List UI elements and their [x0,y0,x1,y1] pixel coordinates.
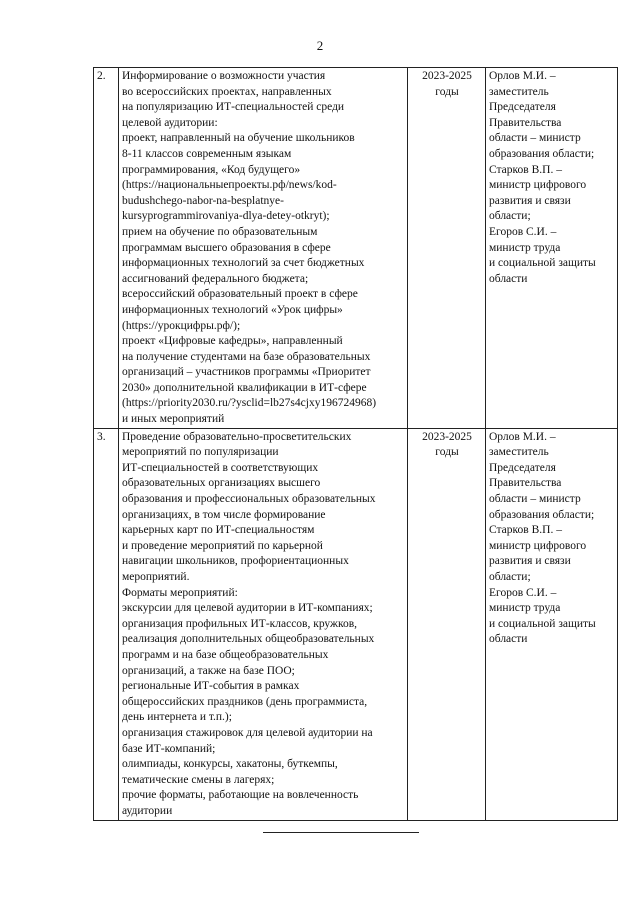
activity-description-line: тематические смены в лагерях; [122,773,275,786]
activity-description-line: навигации школьников, профориентационных [122,555,349,568]
activity-responsible-line: министр цифрового [489,179,587,192]
activity-description-line: всероссийский образовательный проект в сфере [122,288,358,301]
activity-responsible-line: министр цифрового [489,539,587,552]
activity-period-line: годы [435,85,459,98]
footer-divider [263,832,419,833]
activity-responsible [486,68,618,429]
activity-responsible-line: Председателя [489,101,556,114]
activity-responsible-line: области; [489,571,531,583]
activity-description-line: 8-11 классов современным языкам [122,147,292,160]
activity-description-line: (https://урокцифры.рф/); [122,319,241,332]
activity-description-line: Проведение образовательно-просветительских [122,430,352,443]
activity-description-line: информационных технологий за счет бюджетных [122,257,365,270]
activity-responsible-line: заместитель [489,85,549,98]
activity-period-line: годы [435,446,459,459]
activity-responsible-line: Правительства [489,477,562,490]
row-number: 3. [94,428,119,820]
activity-description-line: мероприятий по популяризации [122,446,279,459]
activity-description-line: день интернета и т.п.); [122,711,232,724]
activity-responsible-line: министр труда [489,602,561,615]
activity-period-line: 2023-2025 [422,70,472,82]
row-number: 2. [94,68,119,429]
activity-responsible-line: образования области; [489,508,595,521]
activity-responsible-line: Орлов М.И. – [489,70,556,82]
activity-period [408,68,486,429]
activity-responsible [486,428,618,820]
activity-description-line: и иных мероприятий [122,413,225,426]
table-row [94,428,618,820]
activity-description-line: Информирование о возможности участия [122,70,326,82]
activity-description-line: на получение студентами на базе образовательных [122,350,371,363]
table-row [94,68,618,429]
activity-description-line: общероссийских праздников (день программиста, [122,695,368,708]
activity-description-line: Форматы мероприятий: [122,586,238,599]
activity-responsible-line: Егоров С.И. – [489,586,557,599]
activity-description-line: региональные ИТ-события в рамках [122,680,300,693]
activity-description-line: карьерных карт по ИТ-специальностям [122,524,315,537]
activities-table [93,67,618,821]
activity-description-line: базе ИТ-компаний; [122,742,216,755]
activity-description-line: проект, направленный на обучение школьников [122,132,355,145]
activity-responsible-line: области; [489,210,531,223]
activity-description-line: мероприятий. [122,571,190,583]
activity-description-line: прием на обучение по образовательным [122,225,318,238]
activity-responsible-line: области [489,633,528,646]
activity-description-line: экскурсии для целевой аудитории в ИТ-компаниях; [122,602,373,615]
activity-description-line: на популяризацию ИТ-специальностей среди [122,101,345,114]
activity-description-line: организаций, а также на базе ПОО; [122,664,295,677]
activity-responsible-line: заместитель [489,446,549,459]
activity-description-line: образовательных организациях высшего [122,477,321,490]
activity-description-line: программирования, «Код будущего» [122,163,301,176]
activity-description-line: организация стажировок для целевой аудитории на [122,726,373,739]
activity-description-line: и проведение мероприятий по карьерной [122,539,323,552]
activity-responsible-line: области – министр [489,132,581,145]
activity-responsible-line: Орлов М.И. – [489,430,556,443]
activity-responsible-line: развития и связи [489,555,571,568]
activity-responsible-line: Старков В.П. – [489,163,562,176]
activity-period [408,428,486,820]
activity-description-line: ассигнований федерального бюджета; [122,272,309,285]
activity-responsible-line: Правительства [489,116,562,129]
activity-description-line: организаций – участников программы «Приоритет [122,366,371,379]
activity-period-line: 2023-2025 [422,430,472,443]
activity-responsible-line: Егоров С.И. – [489,225,557,238]
activity-responsible-line: развития и связи [489,194,571,207]
activity-responsible-line: министр труда [489,241,561,254]
activity-description-line: прочие форматы, работающие на вовлеченность [122,789,359,802]
activity-description-line: информационных технологий «Урок цифры» [122,303,343,316]
activity-description-line: целевой аудитории: [122,116,218,129]
activity-responsible-line: образования области; [489,147,595,160]
activity-description-line: олимпиады, конкурсы, хакатоны, буткемпы, [122,758,338,771]
activity-description-line: (https://национальныепроекты.рф/news/kod- [122,179,337,192]
page-number: 2 [316,38,324,53]
activity-responsible-line: и социальной защиты [489,617,596,630]
activity-responsible-line: и социальной защиты [489,257,596,270]
activity-description-line: (https://priority2030.ru/?ysclid=lb27s4cjxy196724968) [122,397,377,410]
activities-table-body [94,68,618,821]
activity-description-line: организациях, в том числе формирование [122,508,326,521]
activity-description [119,68,408,429]
activity-description-line: kursyprogrammirovaniya-dlya-detey-otkryt); [122,210,330,223]
activity-description [119,428,408,820]
activity-description-line: budushchego-nabor-na-besplatnye- [122,194,284,207]
activity-responsible-line: Председателя [489,461,556,474]
activity-description-line: аудитории [122,804,173,817]
activity-description-line: организация профильных ИТ-классов, кружков, [122,617,358,630]
activity-description-line: проект «Цифровые кафедры», направленный [122,335,343,348]
activity-description-line: ИТ-специальностей в соответствующих [122,461,319,474]
activity-responsible-line: Старков В.П. – [489,524,562,537]
activity-description-line: во всероссийских проектах, направленных [122,85,332,98]
activity-description-line: программам высшего образования в сфере [122,241,331,254]
activity-responsible-line: области – министр [489,493,581,506]
activity-description-line: 2030» дополнительной квалификации в ИТ-сфере [122,381,367,394]
activity-description-line: программ и на базе общеобразовательных [122,648,329,661]
activity-description-line: образования и профессиональных образовательных [122,493,376,506]
activity-description-line: реализация дополнительных общеобразовательных [122,633,375,646]
activity-responsible-line: области [489,272,528,285]
